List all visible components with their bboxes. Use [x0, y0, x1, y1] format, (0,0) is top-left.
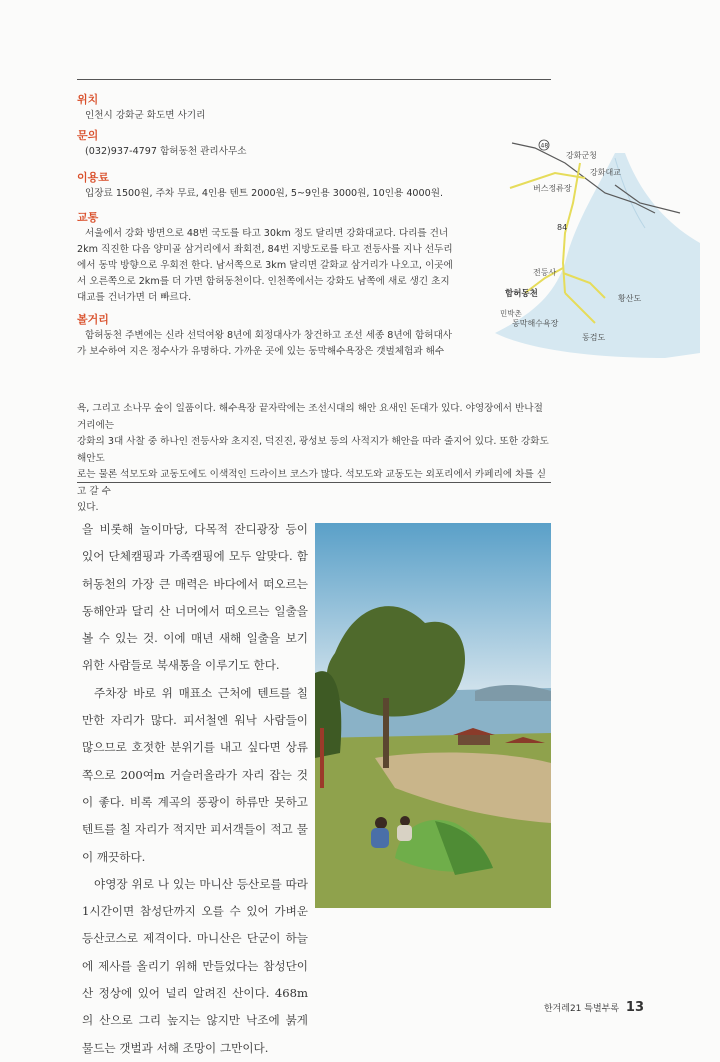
info-box	[77, 92, 517, 364]
map-label-dongmak: 동막해수욕장	[512, 319, 559, 328]
sights-line: 강화의 3대 사찰 중 하나인 전등사와 초지진, 덕진진, 광성보 등의 사적지가 해안을 따라 줄지어 있다. 또한 강화도 해안도	[77, 436, 549, 464]
contact-section	[77, 128, 517, 160]
article-paragraph: 야영장 위로 나 있는 마니산 등산로를 따라 1시간이면 참성단까지 오를 수 있어 가벼운 등산코스로 제격이다. 마니산은 단군이 하늘에 제사를 올리기 위해 만들었다는 참성단이 산 정상에 있어 널리 알려진 산이다. 468m의 산으로 그리 높지는 않지만 낙조에 붉게 물드는 갯벌과 서해 조망이 그만이다.	[82, 876, 308, 1055]
contact-label: 문의	[77, 129, 99, 142]
transport-line: 서울에서 강화 방면으로 48번 국도를 타고 30km 정도 달리면 강화대교다. 다리를 건너	[85, 228, 449, 239]
map-label-minbak: 민박촌	[500, 309, 522, 318]
map-label-bus-terminal: 버스정류장	[533, 184, 572, 193]
fee-label: 이용료	[77, 171, 109, 184]
transport-section	[77, 210, 517, 306]
photo-person	[375, 817, 387, 829]
article-body	[82, 516, 308, 1062]
campsite-photo	[315, 523, 551, 908]
map-label-ganghwa-bridge: 강화대교	[590, 168, 621, 177]
bottom-rule	[77, 482, 551, 483]
sights-line: 로는 물론 석모도와 교동도에도 이색적인 드라이브 코스가 많다. 석모도와 교동도는 외포리에서 카페리에 차를 싣고 갈 수	[77, 469, 547, 497]
location-map	[465, 133, 700, 373]
photo-person-2	[400, 816, 410, 826]
fee-text: 입장료 1500원, 주차 무료, 4인용 텐트 2000원, 5~9인용 3000원, 10인용 4000원.	[85, 188, 444, 199]
page-number: 13	[625, 1000, 644, 1015]
sights-line: 욕, 그리고 소나무 숲이 일품이다. 해수욕장 끝자락에는 조선시대의 해안 요새인 돈대가 있다. 야영장에서 반나절 거리에는	[77, 403, 543, 431]
transport-label: 교통	[77, 211, 99, 224]
article-paragraph: 주차장 바로 위 매표소 근처에 텐트를 칠 만한 자리가 많다. 피서철엔 워낙 사람들이 많으므로 호젓한 분위기를 내고 싶다면 상류쪽으로 200여m 거슬러올라가 자리 잡는 것이 좋다. 비록 계곡의 풍광이 하류만 못하고 텐트를 칠 자리가 적지만 피서객들이 적고 물이 깨끗하다.	[82, 685, 308, 864]
location-label: 위치	[77, 93, 99, 106]
map-label-hwangsando: 황산도	[618, 294, 642, 303]
sights-section	[77, 312, 517, 360]
photo-signpost	[320, 728, 324, 788]
transport-line: 대교를 건너가면 더 빠르다.	[77, 292, 192, 303]
contact-text: (032)937-4797 함허동천 관리사무소	[85, 146, 247, 157]
transport-line: 서 오른쪽으로 2km를 더 가면 함허동천이다. 인천쪽에서는 강화도 남쪽에 새로 생긴 초지	[77, 276, 450, 287]
road-48-number: 48	[540, 142, 549, 150]
sights-line: 가 보수하여 지은 정수사가 유명하다. 가까운 곳에 있는 동막해수욕장은 갯벌체험과 해수	[77, 346, 445, 357]
photo-pavilion-base	[458, 735, 490, 745]
top-rule	[77, 79, 551, 80]
sights-wide-text	[77, 401, 551, 517]
sights-line: 함허동천 주변에는 신라 선덕여왕 8년에 회정대사가 창건하고 조선 세종 8년에 함허대사	[85, 330, 453, 341]
transport-line: 에서 동막 방향으로 우회전 한다. 남서쪽으로 3km 달리면 갈화교 삼거리가 나오고, 이곳에	[77, 260, 453, 271]
article-paragraph: 을 비롯해 놀이마당, 다목적 잔디광장 등이 있어 단체캠핑과 가족캠핑에 모두 알맞다. 함허동천의 가장 큰 매력은 바다에서 떠오르는 동해안과 달리 산 너머에서 떠오르는 일출을 볼 수 있는 것. 이에 매년 새해 일출을 보기 위한 사람들로 북새통을 이루기도 한다.	[82, 522, 308, 673]
road-84-number: 84	[557, 223, 568, 232]
transport-line: 2km 직진한 다음 양미골 삼거리에서 좌회전, 84번 지방도로를 타고 전등사를 지나 선두리	[77, 244, 453, 255]
page-footer	[544, 1000, 644, 1015]
photo-person-2-body	[397, 825, 412, 841]
sights-label: 볼거리	[77, 313, 109, 326]
map-label-hamheo: 함허동천	[505, 289, 538, 299]
map-label-ganghwa-county: 강화군청	[566, 151, 597, 160]
photo-person-body	[371, 828, 389, 848]
fee-section	[77, 170, 517, 202]
publication-name: 한겨레21 특별부록	[543, 1004, 620, 1014]
photo-tree-trunk	[383, 698, 389, 768]
location-section	[77, 92, 517, 124]
map-label-donggeomdo: 동검도	[582, 333, 606, 342]
location-text: 인천시 강화군 화도면 사기리	[85, 110, 206, 121]
map-label-jeondeungsa: 전등사	[533, 268, 557, 277]
sights-line: 있다.	[77, 502, 99, 513]
